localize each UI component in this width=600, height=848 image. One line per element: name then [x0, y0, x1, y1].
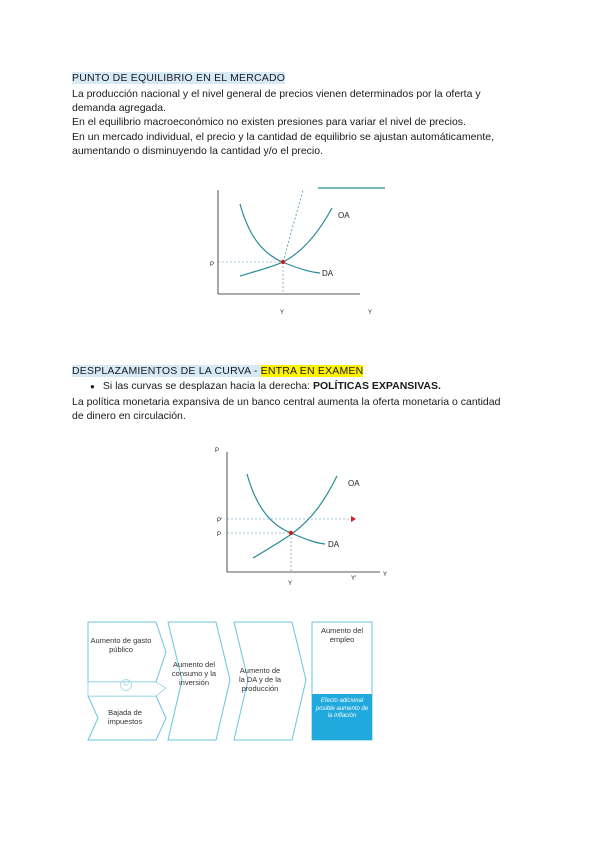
p-label: P — [217, 532, 222, 538]
y-axis-top-label: P — [215, 448, 220, 454]
x-axis-end-label: Y — [383, 572, 388, 578]
section1-heading-text: PUNTO DE EQUILIBRIO EN EL MERCADO — [72, 72, 286, 84]
y-label: Y — [288, 581, 293, 587]
flow-text-empleo: Aumento del empleo — [320, 626, 364, 644]
y2-label: Y' — [351, 576, 357, 582]
equilibrium-point — [281, 260, 285, 264]
section1-body — [72, 87, 494, 158]
section2-line: La política monetaria expansiva de un banco central aumenta la oferta monetaria o cantidad — [72, 396, 501, 408]
da-label: DA — [328, 540, 340, 549]
oa-label: OA — [338, 211, 350, 220]
oa-label: OA — [348, 479, 360, 488]
flow-text-impuestos: Bajada de impuestos — [107, 708, 143, 726]
shift-chart — [205, 440, 405, 590]
section2-body — [72, 395, 500, 423]
y-label: Y — [280, 310, 285, 316]
da-curve — [247, 474, 325, 544]
da-label: DA — [322, 269, 334, 278]
copyright-symbol: © — [123, 681, 129, 688]
section2-heading-prefix: DESPLAZAMIENTOS DE LA CURVA - — [72, 365, 261, 377]
section2-heading — [72, 365, 363, 377]
flow-text-inflacion: Efecto adicional posible aumento de la inflación — [315, 698, 369, 719]
p-label: P — [210, 262, 215, 268]
oa-curve — [253, 476, 337, 558]
section1-line: aumentando o disminuyendo la cantidad y/o el precio. — [72, 144, 323, 157]
extension-dashed-line — [283, 190, 303, 262]
section1-line: demanda agregada. — [72, 102, 166, 115]
equilibrium-point — [289, 531, 293, 535]
x-axis-end-label: Y — [368, 310, 373, 316]
equilibrium-chart — [200, 180, 400, 320]
section1-line: En un mercado individual, el precio y la cantidad de equilibrio se ajustan automáticamente, — [72, 130, 494, 143]
bullet-bold-text: POLÍTICAS EXPANSIVAS. — [312, 380, 441, 392]
flow-text-da: Aumento de la DA y de la producción — [238, 666, 282, 693]
oa-curve — [240, 208, 332, 276]
bullet-text: Si las curvas se desplazan hacia la derecha: — [102, 380, 313, 392]
p2-label: P' — [217, 518, 223, 524]
flow-text-consumo: Aumento del consumo y la inversión — [171, 660, 217, 687]
section1-heading — [72, 72, 285, 84]
arrow-right-icon — [351, 516, 356, 522]
bullet-dot-icon: ● — [90, 382, 95, 391]
exam-highlight: ENTRA EN EXAMEN — [260, 365, 364, 377]
section2-line: de dinero en circulación. — [72, 410, 186, 423]
section1-line: En el equilibrio macroeconómico no existen presiones para variar el nivel de precios. — [72, 116, 466, 129]
flow-text-gasto: Aumento de gasto público — [90, 636, 152, 654]
bullet-item — [90, 380, 441, 392]
section1-line: La producción nacional y el nivel general de precios vienen determinados por la oferta y — [72, 88, 481, 100]
